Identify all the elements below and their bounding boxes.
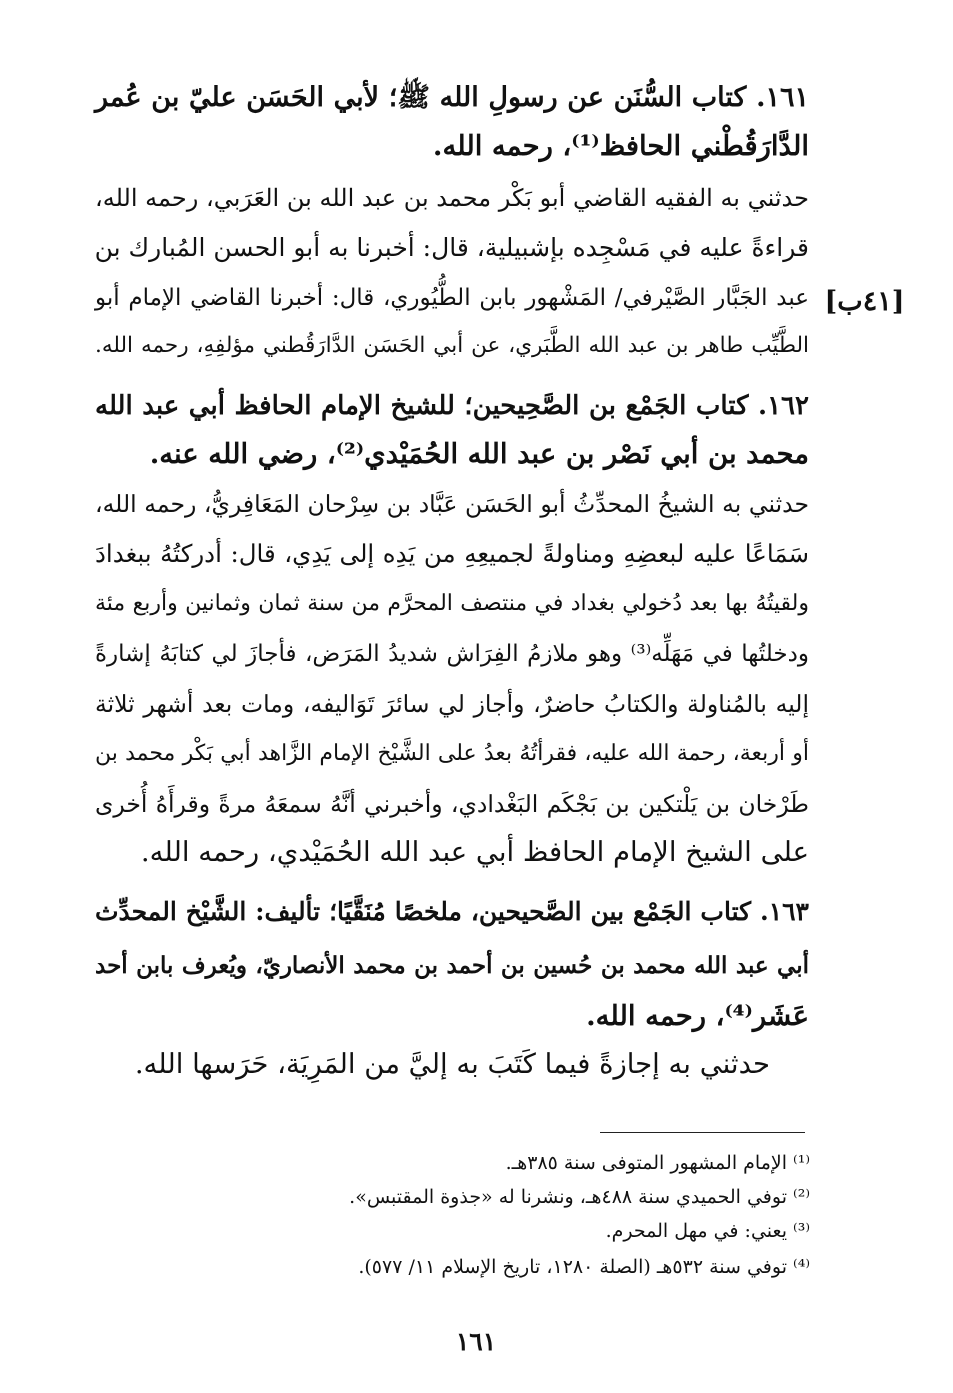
entry-161-text-line: عبد الجَبَّار الصَّيْرفي/ المَشْهور بابن الطُّيُوري، قال: أخبرنا القاضي الإمام أبو [95,285,809,311]
footnote-3: ⁽³⁾ يعني: في مهل المحرم. [605,1220,810,1242]
entry-162-text-line: طَرْخان بن يَلْتكين بن بَجْكَم البَغْدادي، وأخبرني أنَّهُ سمعَهُ مرةً وقرأَهُ أُخرى [95,790,809,818]
entry-163-title-line-3: عَشَر⁽⁴⁾، رحمه الله. [586,1000,809,1032]
entry-162-text-line: ودخلتُها في مَهَلِّه⁽³⁾ وهو ملازمُ الفِرَاش شديدُ المَرَض، فأجازَ لي كتابَهُ إشارةً [95,641,809,667]
footnote-1: ⁽¹⁾ الإمام المشهور المتوفى سنة ٣٨٥هـ. [505,1152,810,1174]
manuscript-folio-marker: [٤١ب] [824,286,905,317]
entry-163-title-line-2: أبي عبد الله محمد بن حُسين بن أحمد بن محمد الأنصاريّ، ويُعرف بابن أحد [95,952,809,979]
footnote-separator [600,1132,805,1133]
entry-162-text-line: سَمَاعًا عليه لبعضِهِ ومناولةً لجميعِهِ من يَدِه إلى يَدِي، قال: أدركتُهُ ببغدادَ [95,539,809,568]
entry-161-title-line-2: الدَّارَقُطْني الحافظ⁽¹⁾، رحمه الله. [432,130,809,162]
entry-162-text-line: على الشيخ الإمام الحافظ أبي عبد الله الحُمَيْدي، رحمه الله. [140,836,809,868]
entry-161-text-line: الطَّيِّب طاهر بن عبد الله الطَّبَري، عن أبي الحَسَن الدَّارَقُطني مؤلفِهِ، رحمه الله. [95,333,809,358]
footnote-2: ⁽²⁾ توفي الحميدي سنة ٤٨٨هـ، ونشرنا له «جذوة المقتبس». [349,1186,810,1208]
entry-162-text-line: ولقيتُهُ بها بعد دُخولي بغداد في منتصف المحرَّم من سنة ثمان وثمانين وأربع مئة [95,591,809,616]
page-number: ١٦١ [455,1327,497,1356]
entry-161-text-line: حدثني به الفقيه القاضي أبو بَكْر محمد بن عبد الله بن العَرَبي، رحمه الله، [95,184,809,212]
entry-162-title-line-2: محمد بن أبي نَصْر بن عبد الله الحُمَيْدي⁽²⁾، رضي الله عنه. [149,438,809,470]
entry-162-title-line-1: ١٦٢. كتاب الجَمْع بن الصَّحِيحين؛ للشيخ الإمام الحافظ أبي عبد الله [95,391,809,421]
entry-163-text-line: حدثني به إجازةً فيما كَتَبَ به إليَّ من المَرِيَة، حَرَسها الله. [134,1048,770,1080]
entry-161-title-line-1: ١٦١. كتاب السُّنَن عن رسولِ الله ﷺ؛ لأبي الحَسَن عليّ بن عُمر [95,82,809,113]
entry-163-title-line-1: ١٦٣. كتاب الجَمْع بين الصَّحيحين، ملخصًا مُنَقَّيًا؛ تأليف: الشَّيْخ المحدِّث [95,897,809,926]
entry-162-text-line: إليه بالمُناولة والكتابُ حاضرٌ، وأجاز لي سائرَ تَوَاليفه، ومات بعد أشهر ثلاثة [95,690,809,718]
entry-162-text-line: أو أربعة، رحمة الله عليه، فقرأتُهُ بعدُ على الشَّيْخ الإمام الزَّاهد أبي بَكْر محمد بن [95,741,809,766]
entry-161-text-line: قراءةً عليه في مَسْجِده بإشبيلية، قال: أخبرنا به أبو الحسن المُبارك بن [94,233,809,262]
footnote-4: ⁽⁴⁾ توفي سنة ٥٣٢هـ (الصلة ١٢٨٠، تاريخ الإسلام ١١/ ٥٧٧). [358,1256,810,1278]
entry-162-text-line: حدثني به الشيخُ المحدِّثُ أبو الحَسَن عَبَّاد بن سِرْحان المَعَافِريُّ، رحمه الله، [95,490,809,518]
